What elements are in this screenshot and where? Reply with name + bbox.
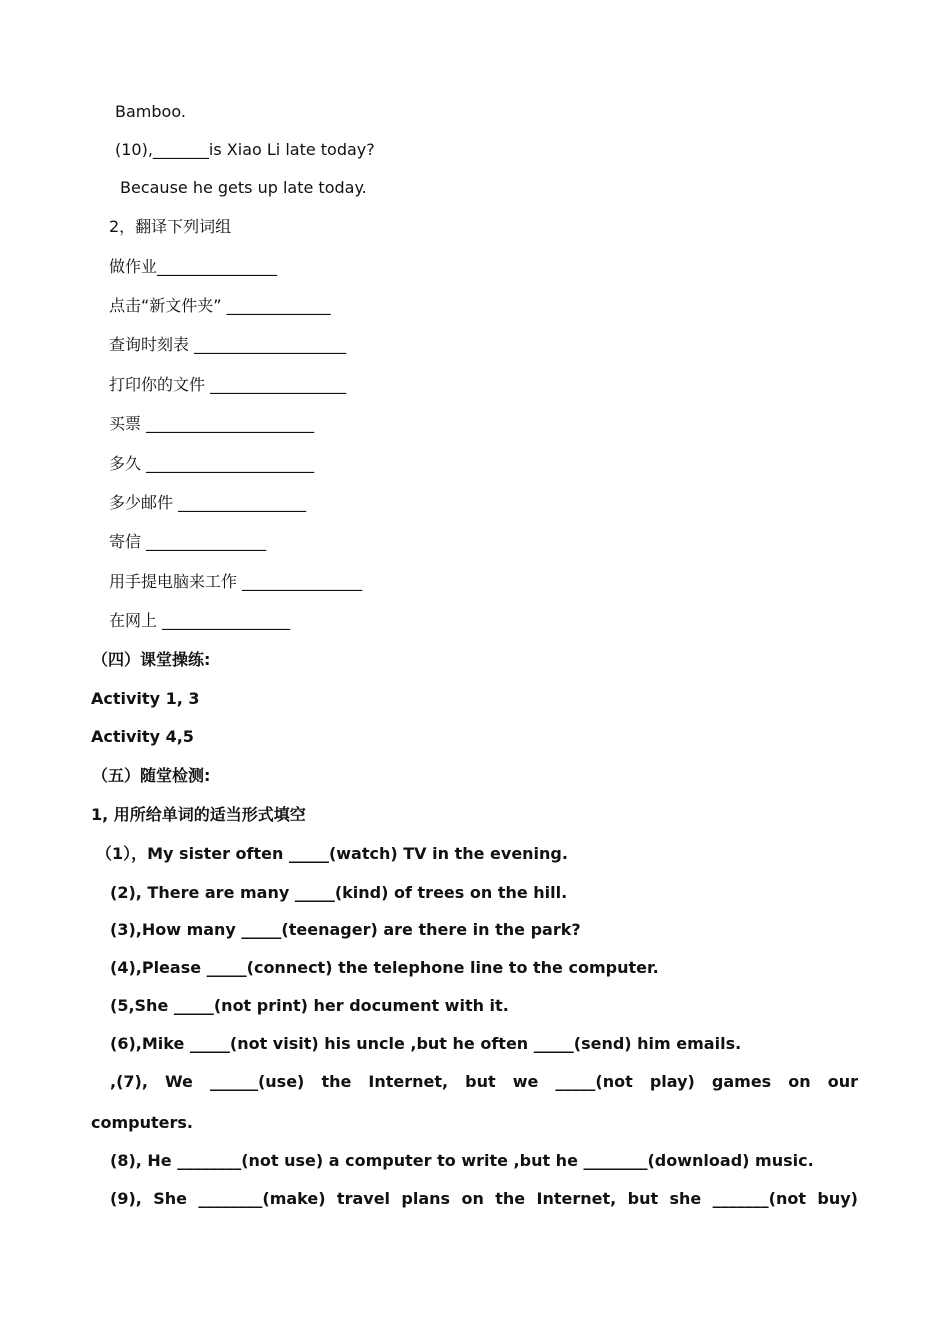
translate-heading: 2，翻译下列词组 [109,217,232,236]
translate-item: 多少邮件 ________________ [109,493,307,512]
translate-item: 做作业_______________ [109,257,278,276]
translate-item: 点击“新文件夹” _____________ [109,296,331,315]
translate-item: 寄信 _______________ [109,532,267,551]
fill-blank-item-continuation: computers. [91,1113,193,1132]
fill-blank-item: ,(7), We ______(use) the Internet, but we _____(not play) games on our [110,1072,858,1091]
question-10: (10),_______is Xiao Li late today? [115,140,375,159]
fill-blank-item: (5,She _____(not print) her document with it. [110,996,509,1015]
translate-item: 在网上 ________________ [109,611,291,630]
translate-item: 打印你的文件 _________________ [109,375,347,394]
answer-line-10: Because he gets up late today. [120,178,367,197]
fill-blank-item: (4),Please _____(connect) the telephone line to the computer. [110,958,659,977]
fill-blank-item: (2), There are many _____(kind) of trees on the hill. [110,883,568,902]
fill-blank-item: (6),Mike _____(not visit) his uncle ,but he often _____(send) him emails. [110,1034,742,1053]
fill-blank-item: (9), She ________(make) travel plans on the Internet, but she _______(not buy) [110,1189,858,1208]
test-heading: （五）随堂检测: [92,766,211,785]
practice-heading: （四）课堂操练: [92,650,211,669]
fill-blank-item: (3),How many _____(teenager) are there in the park? [110,920,581,939]
fill-blank-item: (8), He ________(not use) a computer to write ,but he ________(download) music. [110,1151,814,1170]
translate-item: 用手提电脑来工作 _______________ [109,572,363,591]
translate-item: 买票 _____________________ [109,414,315,433]
activity-line: Activity 4,5 [91,727,194,746]
translate-item: 查询时刻表 ___________________ [109,335,347,354]
activity-line: Activity 1, 3 [91,689,200,708]
answer-line-bamboo: Bamboo. [115,102,186,121]
test-subheading: 1, 用所给单词的适当形式填空 [91,805,306,824]
translate-item: 多久 _____________________ [109,454,315,473]
fill-blank-item: （1），My sister often _____(watch) TV in the evening. [96,844,568,863]
